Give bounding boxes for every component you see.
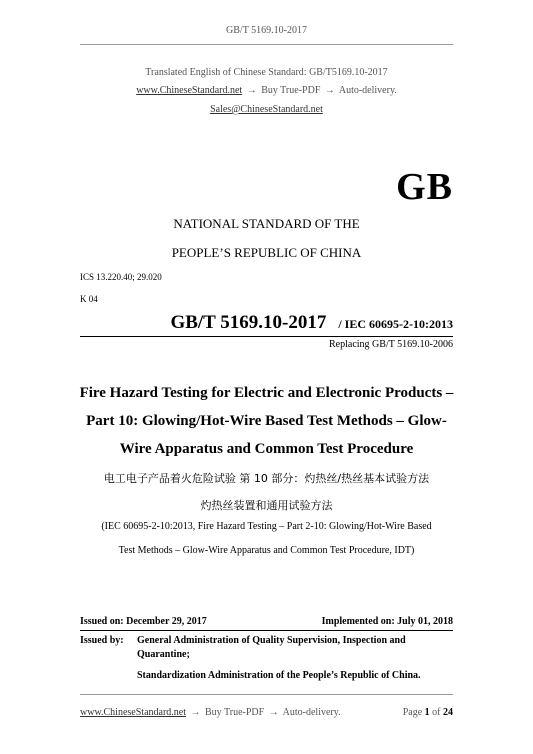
page-indicator [403, 707, 453, 718]
translation-notice: Translated English of Chinese Standard: GB/T5169.10-2017 [145, 67, 388, 78]
k-code: K 04 [80, 294, 98, 304]
implemented-on: Implemented on: July 01, 2018 [321, 616, 453, 627]
national-standard-line1: NATIONAL STANDARD OF THE [173, 216, 360, 231]
page-current: 1 [424, 707, 430, 718]
arrow-right-icon: → [324, 85, 335, 96]
title-rule [80, 336, 453, 337]
issued-on: Issued on: December 29, 2017 [80, 616, 207, 627]
arrow-right-icon: → [190, 707, 201, 718]
dates-rule [80, 630, 453, 631]
iec-reference: / IEC 60695-2-10:2013 [338, 317, 453, 331]
footer-purchase-line [80, 707, 341, 718]
header-rule [80, 44, 453, 45]
running-header: GB/T 5169.10-2017 [226, 25, 307, 36]
page-total: 24 [443, 707, 453, 718]
arrow-right-icon: → [268, 707, 279, 718]
issued-by-line3: Standardization Administration of the People’s Republic of China. [137, 670, 421, 681]
standard-number: GB/T 5169.10-2017 [170, 312, 327, 333]
page-of: of [432, 707, 441, 718]
footer-site-link[interactable]: www.ChineseStandard.net [80, 707, 186, 718]
email-link[interactable]: Sales@ChineseStandard.net [210, 104, 323, 115]
ics-code: ICS 13.220.40; 29.020 [80, 272, 162, 282]
issued-by-label: Issued by: [80, 635, 124, 646]
footer-delivery-text: Auto-delivery. [282, 707, 341, 718]
national-standard-line2: PEOPLE’S REPUBLIC OF CHINA [171, 245, 362, 260]
buy-text: Buy True-PDF [261, 85, 321, 96]
iec-note-line1: (IEC 60695-2-10:2013, Fire Hazard Testing – Part 2-10: Glowing/Hot-Wire Based [101, 521, 432, 532]
footer-rule [80, 694, 453, 695]
title-cn-line1: 电工电子产品着火危险试验 第 10 部分：灼热丝/热丝基本试验方法 [103, 472, 430, 485]
title-en-line3: Wire Apparatus and Common Test Procedure [119, 441, 414, 457]
purchase-line [0, 85, 533, 96]
title-en-line2: Part 10: Glowing/Hot-Wire Based Test Methods – Glow- [86, 413, 447, 429]
gb-logo: GB [396, 166, 453, 208]
issued-by-line2: Quarantine; [137, 649, 190, 660]
delivery-text: Auto-delivery. [338, 85, 397, 96]
arrow-right-icon: → [246, 85, 257, 96]
title-cn-line2: 灼热丝装置和通用试验方法 [200, 499, 333, 512]
issued-by-line1: General Administration of Quality Supervision, Inspection and [137, 635, 406, 646]
iec-note-line2: Test Methods – Glow-Wire Apparatus and Common Test Procedure, IDT) [118, 545, 415, 556]
site-link[interactable]: www.ChineseStandard.net [136, 85, 243, 96]
replacing-note: Replacing GB/T 5169.10-2006 [329, 339, 453, 350]
title-en-line1: Fire Hazard Testing for Electric and Electronic Products – [79, 385, 454, 401]
page-label: Page [402, 707, 423, 718]
email-line [0, 104, 533, 115]
standard-number-block [170, 312, 453, 334]
footer-buy-text: Buy True-PDF [205, 707, 265, 718]
